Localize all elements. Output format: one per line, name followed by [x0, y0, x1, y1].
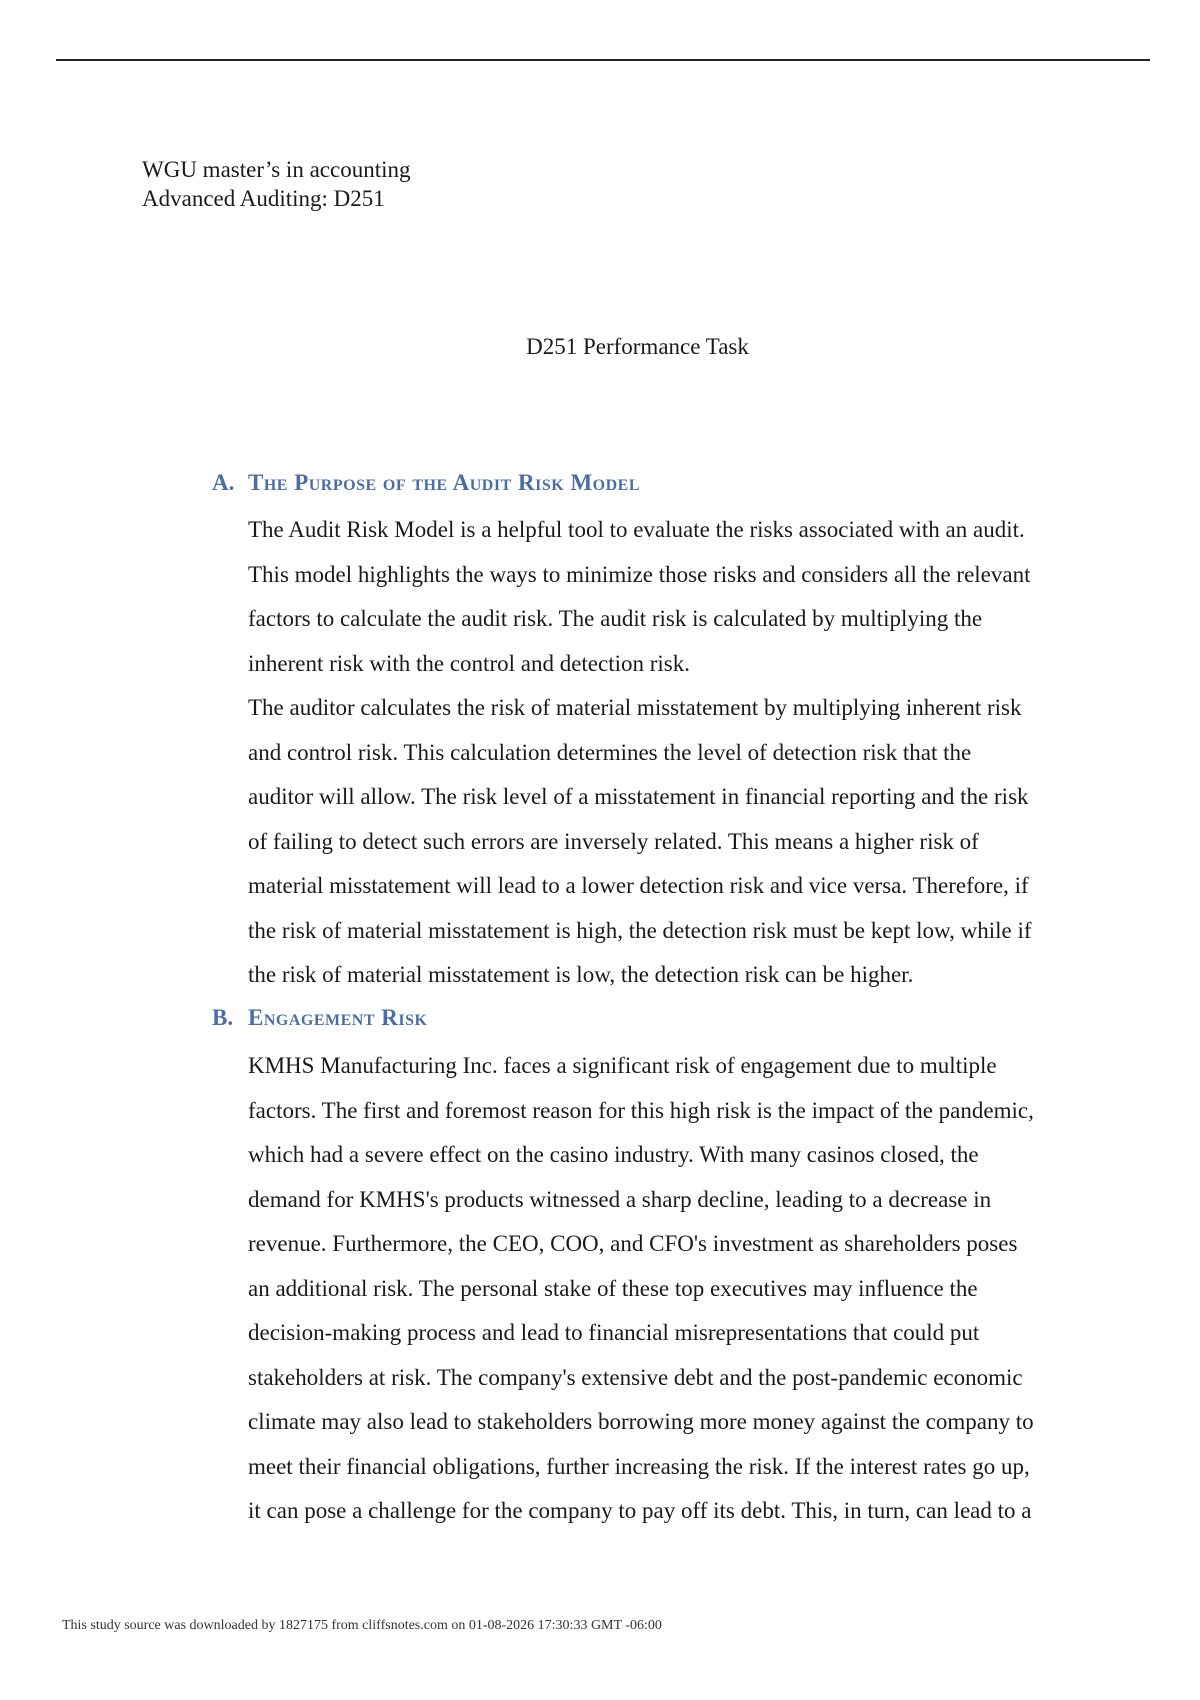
text-line: the risk of material misstatement is low, the detection risk can be higher. [248, 962, 914, 987]
text-line: which had a severe effect on the casino industry. With many casinos closed, the [248, 1142, 979, 1167]
text-line: auditor will allow. The risk level of a misstatement in financial reporting and the risk [248, 784, 1029, 809]
section-heading [0, 1001, 1200, 1035]
text-line: meet their financial obligations, further increasing the risk. If the interest rates go up, [248, 1453, 1030, 1479]
section-letter: B. [212, 1005, 234, 1030]
paragraph [248, 508, 1058, 686]
download-source-footer: This study source was downloaded by 1827175 from cliffsnotes.com on 01-08-2026 17:30:33 GMT -06:00 [62, 1618, 662, 1633]
text-line: stakeholders at risk. The company's extensive debt and the post-pandemic economic [248, 1364, 1023, 1390]
program-line: WGU master’s in accounting [142, 157, 411, 182]
text-line: factors to calculate the audit risk. The audit risk is calculated by multiplying the [248, 606, 983, 631]
text-line: of failing to detect such errors are inversely related. This means a higher risk of [248, 828, 979, 854]
text-line: demand for KMHS's products witnessed a sharp decline, leading to a decrease in [248, 1186, 992, 1212]
section-engagement-risk [0, 1001, 1200, 1534]
text-line: climate may also lead to stakeholders borrowing more money against the company to [248, 1409, 1034, 1434]
section-audit-risk-model [0, 466, 1200, 998]
section-heading [0, 466, 1200, 500]
text-line: and control risk. This calculation determines the level of detection risk that the [248, 739, 972, 765]
text-line: revenue. Furthermore, the CEO, COO, and CFO's investment as shareholders poses [248, 1231, 1018, 1256]
section-title: The Purpose of the Audit Risk Model [248, 470, 640, 495]
text-line: The Audit Risk Model is a helpful tool to evaluate the risks associated with an audit. [248, 517, 1025, 542]
course-line: Advanced Auditing: D251 [142, 186, 385, 211]
text-line: factors. The first and foremost reason for this high risk is the impact of the pandemic, [248, 1097, 1034, 1123]
text-line: an additional risk. The personal stake of these top executives may influence the [248, 1275, 978, 1301]
section-title: Engagement Risk [248, 1005, 428, 1030]
document-title: D251 Performance Task [526, 334, 749, 359]
text-line: inherent risk with the control and detection risk. [248, 650, 690, 676]
paragraph [248, 1044, 1058, 1534]
header-rule [56, 59, 1150, 61]
text-line: the risk of material misstatement is high, the detection risk must be kept low, while if [248, 917, 1032, 943]
text-line: it can pose a challenge for the company to pay off its debt. This, in turn, can lead to a [248, 1498, 1032, 1523]
paragraph [248, 686, 1058, 998]
text-line: KMHS Manufacturing Inc. faces a significant risk of engagement due to multiple [248, 1053, 997, 1078]
text-line: The auditor calculates the risk of material misstatement by multiplying inherent risk [248, 695, 1022, 720]
text-line: This model highlights the ways to minimize those risks and considers all the relevant [248, 561, 1031, 587]
course-header [142, 155, 410, 213]
text-line: material misstatement will lead to a lower detection risk and vice versa. Therefore, if [248, 873, 1029, 898]
section-letter: A. [212, 470, 235, 495]
text-line: decision-making process and lead to financial misrepresentations that could put [248, 1320, 980, 1345]
